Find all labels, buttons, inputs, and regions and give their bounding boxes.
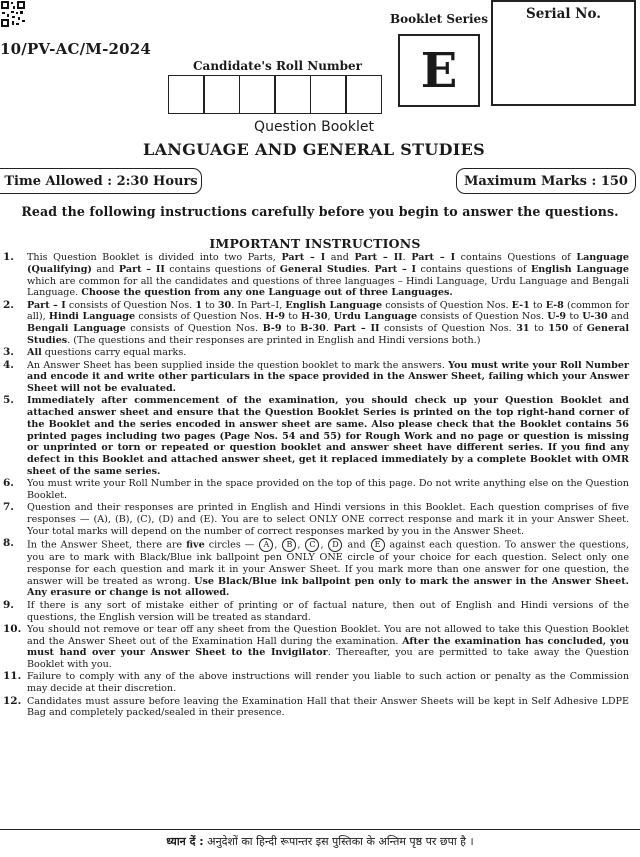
instruction-item — [3, 538, 629, 599]
instruction-item — [3, 395, 629, 477]
answer-option-circle: B — [282, 538, 296, 552]
hindi-note-text: अनुदेशों का हिन्दी रूपान्तर इस पुस्तिका के अन्तिम पृष्ठ पर छपा है । — [203, 835, 474, 848]
instruction-item — [3, 671, 629, 695]
instruction-text: Candidates must assure before leaving the Examination Hall that their Answer Sheets will be kept in Self Adhesive LDPE Bag and completely packed/sealed in their presence. — [27, 695, 629, 719]
instruction-text: This Question Booklet is divided into two Parts, Part – I and Part – II. Part – I contains Questions of Language (Qualifying) and Part – II contains questions of General Studies. Part – I contains questions of English Language which are common for all the candidates and questions of three languages – Hindi Language, Urdu Language and Bengali Language. Choose the question from any one Language out of three Languages. — [27, 252, 629, 299]
answer-option-circle: A — [259, 538, 273, 552]
roll-number-label: Candidate's Roll Number — [193, 59, 362, 73]
instruction-text: All questions carry equal marks. — [27, 347, 187, 359]
instruction-item — [3, 347, 629, 359]
hindi-note — [0, 834, 640, 849]
read-instructions-notice: Read the following instructions carefully before you begin to answer the questions. — [21, 204, 619, 219]
instruction-number: 2. — [3, 298, 14, 311]
instruction-number: 4. — [3, 358, 14, 371]
roll-number-box — [274, 75, 311, 114]
exam-code: 10/PV-AC/M-2024 — [0, 40, 152, 58]
instruction-number: 11. — [3, 670, 22, 683]
instruction-item — [3, 502, 629, 537]
instruction-text: Immediately after commencement of the examination, you should check up your Question Booklet and attached answer sheet and ensure that the Question Booklet Series is printed on the top right-hand corner of the Booklet and the series encoded in answer sheet are same. Also please check that the Booklet contains 56 printed pages including two pages (Page Nos. 54 and 55) for Rough Work and no page or question is missing or unprinted or torn or repeated or question booklet and answer sheet have different series. If you find any defect in this Booklet and attached answer sheet, get it replaced immediately by a complete Booklet with OMR sheet of the same series. — [27, 395, 629, 477]
instruction-item — [3, 252, 629, 299]
roll-number-box — [310, 75, 347, 114]
instruction-number: 6. — [3, 477, 14, 490]
subject-title: LANGUAGE AND GENERAL STUDIES — [143, 140, 485, 159]
instruction-text: Question and their responses are printed in English and Hindi versions in this Booklet. Each question comprises of five responses — (A), (B), (C), (D) and (E). You are to select ONLY ONE correct response and mark it in your Answer Sheet. Your total marks will depend on the number of correct responses marked by you in the Answer Sheet. — [27, 502, 629, 537]
instruction-number: 9. — [3, 598, 14, 611]
instruction-item — [3, 600, 629, 624]
roll-number-box — [203, 75, 240, 114]
booklet-series-label: Booklet Series — [390, 12, 488, 26]
serial-number-box — [491, 0, 636, 106]
instruction-text: In the Answer Sheet, there are five circles — A , B , C , D and E against each question. To answer the questions, you are to mark with Black/Blue ink ballpoint pen ONLY ONE circle of your choice for each question. Select only one response for each question and mark it in your Answer Sheet. If you mark more than one answer for one question, the answer will be treated as wrong. Use Black/Blue ink ballpoint pen only to mark the answer in the Answer Sheet. Any erasure or change is not allowed. — [27, 539, 630, 599]
roll-number-box — [345, 75, 382, 114]
instruction-text: An Answer Sheet has been supplied inside the question booklet to mark the answers. You must write your Roll Number and encode it and write other particulars in the space provided in the Answer Sheet, failing which your Answer Sheet will not be evaluated. — [27, 359, 629, 395]
answer-option-circle: E — [371, 538, 385, 552]
answer-option-circle: C — [305, 538, 319, 552]
instruction-item — [3, 300, 629, 347]
question-booklet-label: Question Booklet — [254, 119, 374, 135]
roll-number-box — [168, 75, 205, 114]
serial-number-label: Serial No. — [526, 6, 601, 22]
time-allowed: Time Allowed : 2:30 Hours — [0, 168, 202, 194]
instruction-number: 5. — [3, 394, 14, 407]
hindi-note-label: ध्यान दें : — [166, 835, 204, 848]
instruction-item — [3, 360, 629, 395]
footer-divider — [0, 829, 640, 830]
instruction-text: You must write your Roll Number in the space provided on the top of this page. Do not write anything else on the Question Booklet. — [27, 478, 629, 501]
instruction-text: If there is any sort of mistake either of printing or of factual nature, then out of English and Hindi versions of the questions, the English version will be treated as standard. — [27, 599, 629, 623]
instruction-text: Failure to comply with any of the above instructions will render you liable to such action or penalty as the Commission may decide at their discretion. — [27, 671, 629, 695]
answer-option-circle: D — [328, 538, 342, 552]
maximum-marks: Maximum Marks : 150 — [456, 168, 636, 194]
instruction-text: Part – I consists of Question Nos. 1 to 30. In Part–I, English Language consists of Question Nos. E-1 to E-8 (common for all), Hindi Language consists of Question Nos. H-9 to H-30, Urdu Language consists of Question Nos. U-9 to U-30 and Bengali Language consists of Question Nos. B-9 to B-30. Part – II consists of Question Nos. 31 to 150 of General Studies. (The questions and their responses are printed in English and Hindi versions both.) — [27, 299, 630, 346]
instructions-heading: IMPORTANT INSTRUCTIONS — [209, 236, 421, 251]
instruction-number: 8. — [3, 537, 14, 550]
instruction-number: 10. — [3, 622, 22, 635]
instruction-number: 1. — [3, 251, 14, 263]
instruction-item — [3, 696, 629, 720]
qr-code — [0, 0, 26, 28]
instruction-text: You should not remove or tear off any sheet from the Question Booklet. You are not allowed to take this Question Booklet and the Answer Sheet out of the Examination Hall during the examination. After the examination has concluded, you must hand over your Answer Sheet to the Invigilator. Thereafter, you are permitted to take away the Question Booklet with you. — [27, 623, 629, 671]
instruction-item — [3, 624, 629, 671]
roll-number-boxes — [168, 75, 382, 114]
instruction-number: 3. — [3, 346, 14, 359]
roll-number-box — [239, 75, 276, 114]
instruction-item — [3, 478, 629, 502]
booklet-series-box: E — [398, 34, 480, 107]
instructions-list — [3, 252, 629, 720]
instruction-number: 7. — [3, 501, 14, 514]
instruction-number: 12. — [3, 694, 22, 707]
